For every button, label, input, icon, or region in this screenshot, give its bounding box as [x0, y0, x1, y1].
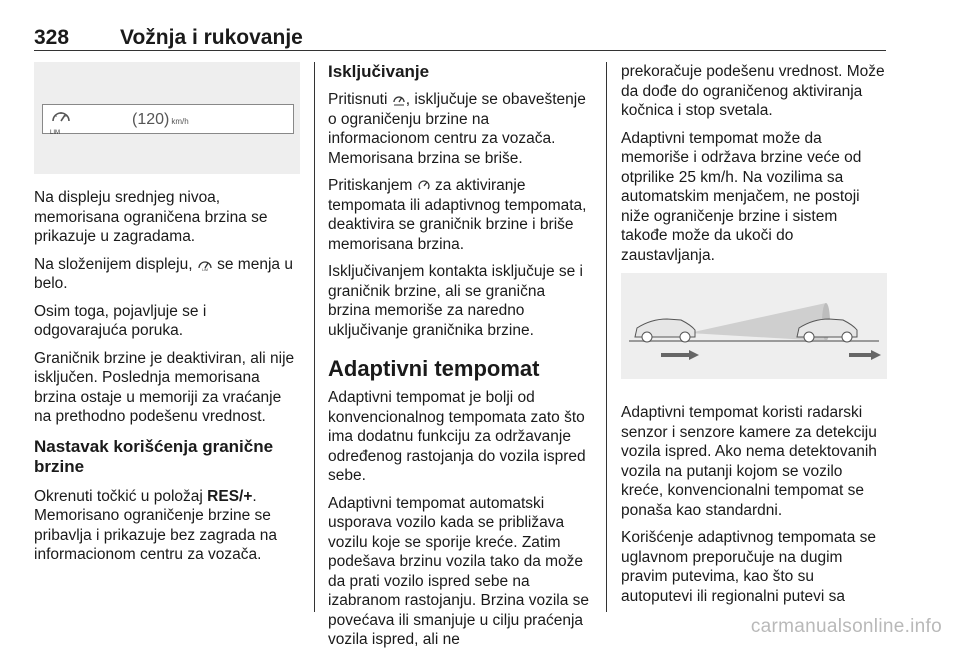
- paragraph: Isključivanjem kontakta isključuje se i graničnik brzine, ali se granična brzina memoriše za naredno uključivanje graničnika brzine.: [328, 263, 583, 339]
- paragraph: [34, 487, 300, 565]
- header-divider: [34, 50, 886, 51]
- column-right: [621, 62, 887, 614]
- text-run: , isključuje se obaveštenje o ograničenju brzine na informacionom centru za vozača. Memorisana brzina se briše.: [328, 91, 586, 167]
- paragraph: Osim toga, pojavljuje se i odgovarajuća poruka.: [34, 302, 207, 339]
- own-car-icon: [635, 319, 695, 342]
- text-run: Na složenijem displeju,: [34, 255, 197, 273]
- cruise-control-icon: [417, 178, 431, 192]
- column-left: [34, 62, 300, 573]
- svg-text:LIM: LIM: [201, 267, 208, 271]
- control-label: RES/+: [207, 487, 253, 505]
- paragraph: Adaptivni tempomat može da memoriše i održava brzine veće od otprilike 25 km/h. Na vozilima sa automatskim menjačem, ne postoji niže ograničenje brzine i sistem takođe može da ukoči do zaustavljanja.: [621, 129, 862, 264]
- paragraph: Adaptivni tempomat koristi radarski senzor i senzore kamere za detekciju vozila ispred. Ako nema detektovanih vozila na putanji kojom se vozilo kreće, konvencionalni tempomat se ponaša kao standardni.: [621, 404, 877, 519]
- text-run: Okrenuti točkić u položaj: [34, 487, 208, 505]
- chapter-title: Vožnja i rukovanje: [120, 26, 303, 49]
- speed-limiter-icon: [50, 108, 72, 124]
- speed-value-text: (120): [132, 111, 170, 128]
- speed-limiter-icon: [197, 257, 213, 271]
- text-run: se menja u belo.: [34, 255, 293, 292]
- paragraph: [328, 176, 590, 254]
- speed-unit: km/h: [171, 117, 189, 126]
- text-run: Pritiskanjem: [328, 177, 417, 194]
- watermark-brand: carmanualsonline.info: [750, 616, 942, 637]
- text-run: za aktiviranje tempomata ili adaptivnog tempomata, deaktivira se graničnik brzine i briše memorisana brzina.: [328, 177, 587, 253]
- speed-limiter-off-icon: [392, 92, 406, 106]
- main-heading: Adaptivni tempomat: [328, 356, 540, 381]
- paragraph: Adaptivni tempomat automatski usporava vozilo kada se približava vozilu koje se sporije kreće. Zatim podešava brzinu vozila tako da može da prati vozilo ispred sebe na izabranom rastojanju. Brzina vozila se povećava ili smanjuje u cilju praćenja vozila ispred, ali ne: [328, 494, 590, 648]
- section-heading: Nastavak korišćenja granične brzine: [34, 436, 274, 476]
- paragraph: Korišćenje adaptivnog tempomata se uglavnom preporučuje na dugim pravim putevima, kao što su autoputevi ili regionalni putevi sa: [621, 529, 877, 605]
- column-middle: [328, 62, 590, 658]
- radar-illustration: [621, 273, 887, 379]
- section-heading: Isključivanje: [328, 62, 430, 81]
- paragraph: prekoračuje podešenu vrednost. Može da dođe do ograničenog aktiviranja kočnica i stop svetala.: [621, 63, 885, 119]
- stored-speed-value: [132, 110, 189, 132]
- paragraph: Na displeju srednjeg nivoa, memorisana ograničena brzina se prikazuje u zagradama.: [34, 189, 268, 245]
- direction-arrow-icon: [661, 350, 699, 360]
- paragraph: Adaptivni tempomat je bolji od konvencionalnog tempomata zato što ima dodatnu funkciju za održavanje određenog rastojanja do vozila ispred sebe.: [328, 389, 586, 484]
- page-number: 328: [34, 26, 70, 49]
- paragraph: [328, 90, 590, 168]
- text-run: Pritisnuti: [328, 91, 392, 108]
- direction-arrow-icon: [849, 350, 881, 360]
- text-run: . Memorisano ograničenje brzine se pribavlja i prikazuje bez zagrada na informacionom centru za vozača.: [34, 487, 277, 563]
- adaptive-cruise-diagram: [621, 273, 887, 379]
- lim-label: LIM: [50, 130, 61, 136]
- display-figure: [34, 62, 300, 174]
- paragraph: [34, 255, 300, 294]
- paragraph: Graničnik brzine je deaktiviran, ali nije isključen. Poslednja memorisana brzina ostaje u memoriji za vraćanje na prethodno podešenu vrednost.: [34, 349, 295, 425]
- page-header: [34, 26, 303, 50]
- column-divider: [314, 62, 315, 612]
- column-divider: [606, 62, 607, 612]
